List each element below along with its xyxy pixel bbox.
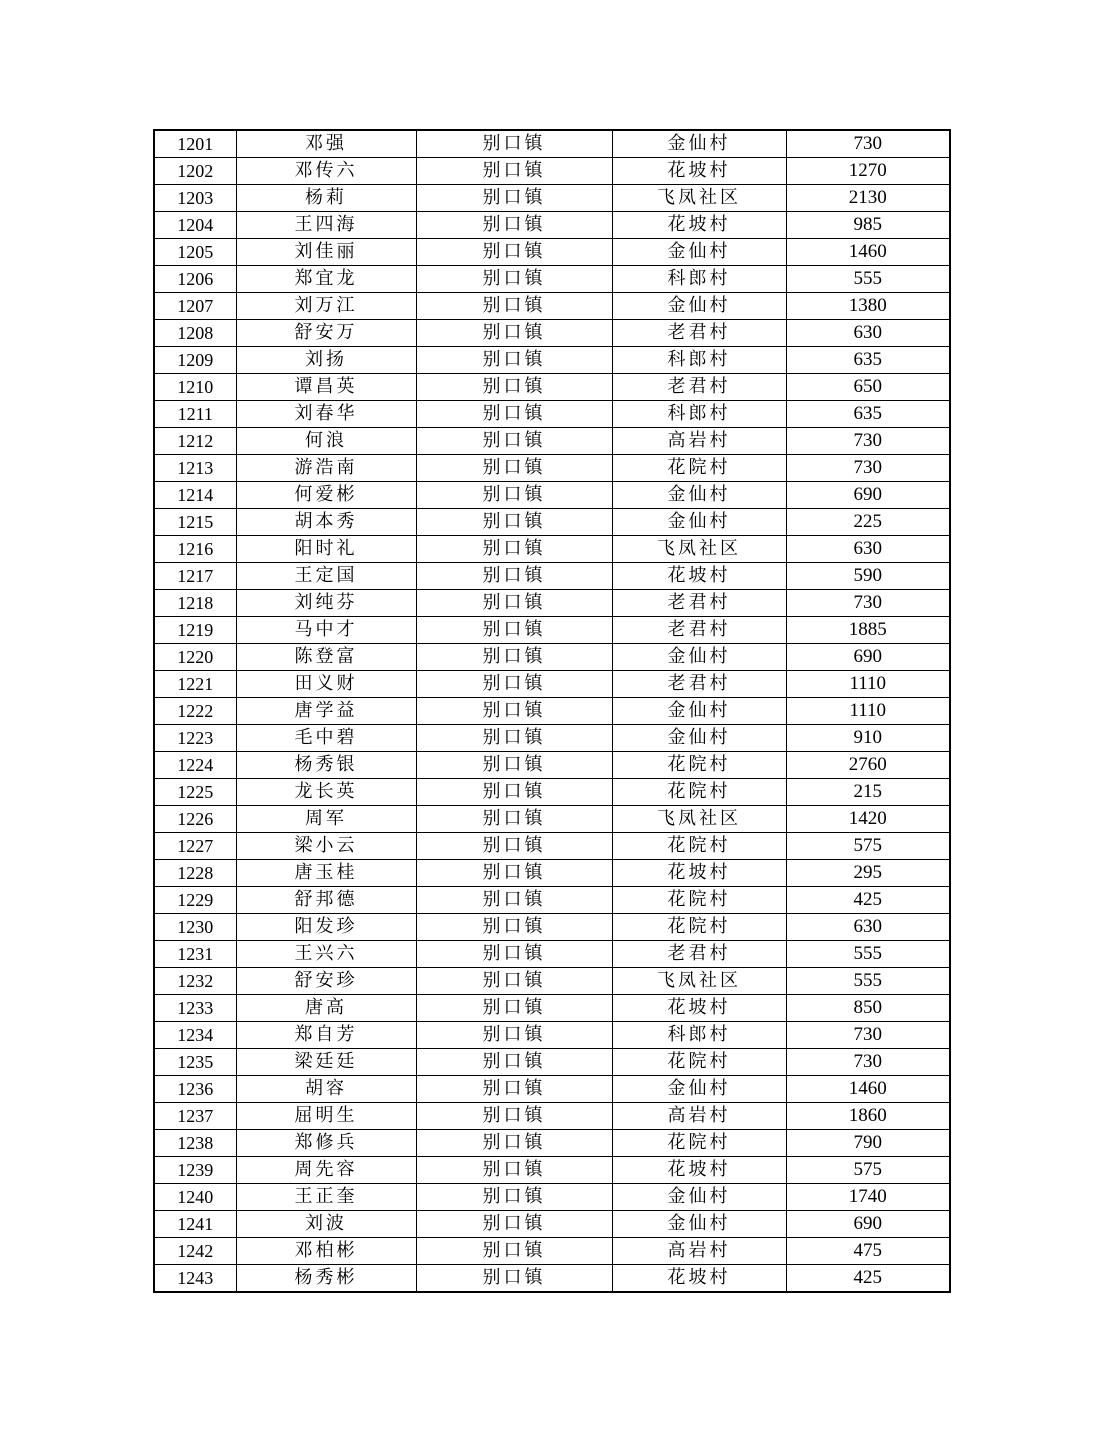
- name-cell: 龙长英: [236, 779, 416, 806]
- table-row: [154, 374, 950, 401]
- village-cell: 高岩村: [612, 1103, 786, 1130]
- village-cell: 花坡村: [612, 860, 786, 887]
- table-row: [154, 1238, 950, 1265]
- serial-number-cell: 1220: [154, 644, 236, 671]
- town-cell: 别口镇: [416, 428, 612, 455]
- table-row: [154, 914, 950, 941]
- amount-cell: 1885: [786, 617, 950, 644]
- amount-cell: 575: [786, 1157, 950, 1184]
- name-cell: 田义财: [236, 671, 416, 698]
- amount-cell: 630: [786, 320, 950, 347]
- village-cell: 金仙村: [612, 1076, 786, 1103]
- amount-cell: 730: [786, 590, 950, 617]
- town-cell: 别口镇: [416, 644, 612, 671]
- serial-number-cell: 1225: [154, 779, 236, 806]
- town-cell: 别口镇: [416, 185, 612, 212]
- table-row: [154, 590, 950, 617]
- village-cell: 飞凤社区: [612, 185, 786, 212]
- table-row: [154, 185, 950, 212]
- amount-cell: 635: [786, 401, 950, 428]
- amount-cell: 475: [786, 1238, 950, 1265]
- village-cell: 金仙村: [612, 482, 786, 509]
- town-cell: 别口镇: [416, 293, 612, 320]
- name-cell: 唐玉桂: [236, 860, 416, 887]
- town-cell: 别口镇: [416, 725, 612, 752]
- town-cell: 别口镇: [416, 995, 612, 1022]
- amount-cell: 790: [786, 1130, 950, 1157]
- amount-cell: 555: [786, 968, 950, 995]
- village-cell: 花院村: [612, 779, 786, 806]
- town-cell: 别口镇: [416, 1211, 612, 1238]
- table-row: [154, 995, 950, 1022]
- serial-number-cell: 1210: [154, 374, 236, 401]
- town-cell: 别口镇: [416, 563, 612, 590]
- name-cell: 唐学益: [236, 698, 416, 725]
- serial-number-cell: 1213: [154, 455, 236, 482]
- amount-cell: 555: [786, 941, 950, 968]
- village-cell: 科郎村: [612, 266, 786, 293]
- name-cell: 刘春华: [236, 401, 416, 428]
- name-cell: 舒安万: [236, 320, 416, 347]
- table-row: [154, 779, 950, 806]
- amount-cell: 730: [786, 428, 950, 455]
- serial-number-cell: 1222: [154, 698, 236, 725]
- town-cell: 别口镇: [416, 482, 612, 509]
- village-cell: 金仙村: [612, 698, 786, 725]
- town-cell: 别口镇: [416, 914, 612, 941]
- amount-cell: 850: [786, 995, 950, 1022]
- table-row: [154, 1130, 950, 1157]
- serial-number-cell: 1231: [154, 941, 236, 968]
- town-cell: 别口镇: [416, 509, 612, 536]
- serial-number-cell: 1229: [154, 887, 236, 914]
- table-row: [154, 806, 950, 833]
- name-cell: 周先容: [236, 1157, 416, 1184]
- serial-number-cell: 1206: [154, 266, 236, 293]
- table-row: [154, 1265, 950, 1293]
- serial-number-cell: 1241: [154, 1211, 236, 1238]
- town-cell: 别口镇: [416, 212, 612, 239]
- name-cell: 游浩南: [236, 455, 416, 482]
- town-cell: 别口镇: [416, 752, 612, 779]
- serial-number-cell: 1228: [154, 860, 236, 887]
- table-row: [154, 239, 950, 266]
- name-cell: 邓强: [236, 130, 416, 158]
- serial-number-cell: 1233: [154, 995, 236, 1022]
- name-cell: 胡本秀: [236, 509, 416, 536]
- name-cell: 刘纯芬: [236, 590, 416, 617]
- name-cell: 阳发珍: [236, 914, 416, 941]
- amount-cell: 985: [786, 212, 950, 239]
- serial-number-cell: 1204: [154, 212, 236, 239]
- serial-number-cell: 1224: [154, 752, 236, 779]
- name-cell: 阳时礼: [236, 536, 416, 563]
- amount-cell: 730: [786, 1022, 950, 1049]
- village-cell: 老君村: [612, 941, 786, 968]
- serial-number-cell: 1242: [154, 1238, 236, 1265]
- name-cell: 毛中碧: [236, 725, 416, 752]
- amount-cell: 1110: [786, 671, 950, 698]
- village-cell: 金仙村: [612, 509, 786, 536]
- town-cell: 别口镇: [416, 833, 612, 860]
- table-row: [154, 671, 950, 698]
- amount-cell: 630: [786, 536, 950, 563]
- town-cell: 别口镇: [416, 968, 612, 995]
- table-row: [154, 401, 950, 428]
- name-cell: 刘万江: [236, 293, 416, 320]
- village-cell: 花坡村: [612, 563, 786, 590]
- table-row: [154, 617, 950, 644]
- serial-number-cell: 1232: [154, 968, 236, 995]
- town-cell: 别口镇: [416, 806, 612, 833]
- serial-number-cell: 1219: [154, 617, 236, 644]
- table-row: [154, 860, 950, 887]
- town-cell: 别口镇: [416, 239, 612, 266]
- village-cell: 花院村: [612, 455, 786, 482]
- name-cell: 郑修兵: [236, 1130, 416, 1157]
- town-cell: 别口镇: [416, 1238, 612, 1265]
- name-cell: 梁廷廷: [236, 1049, 416, 1076]
- village-cell: 科郎村: [612, 1022, 786, 1049]
- amount-cell: 2760: [786, 752, 950, 779]
- serial-number-cell: 1209: [154, 347, 236, 374]
- amount-cell: 1270: [786, 158, 950, 185]
- town-cell: 别口镇: [416, 860, 612, 887]
- name-cell: 胡容: [236, 1076, 416, 1103]
- table-row: [154, 644, 950, 671]
- name-cell: 王四海: [236, 212, 416, 239]
- amount-cell: 1460: [786, 1076, 950, 1103]
- serial-number-cell: 1221: [154, 671, 236, 698]
- table-row: [154, 725, 950, 752]
- serial-number-cell: 1223: [154, 725, 236, 752]
- name-cell: 何浪: [236, 428, 416, 455]
- amount-cell: 1860: [786, 1103, 950, 1130]
- name-cell: 马中才: [236, 617, 416, 644]
- serial-number-cell: 1218: [154, 590, 236, 617]
- village-cell: 飞凤社区: [612, 968, 786, 995]
- serial-number-cell: 1230: [154, 914, 236, 941]
- town-cell: 别口镇: [416, 1184, 612, 1211]
- name-cell: 陈登富: [236, 644, 416, 671]
- serial-number-cell: 1211: [154, 401, 236, 428]
- name-cell: 舒邦德: [236, 887, 416, 914]
- village-cell: 花坡村: [612, 1157, 786, 1184]
- amount-cell: 425: [786, 1265, 950, 1293]
- amount-cell: 650: [786, 374, 950, 401]
- name-cell: 谭昌英: [236, 374, 416, 401]
- name-cell: 邓传六: [236, 158, 416, 185]
- table-row: [154, 698, 950, 725]
- town-cell: 别口镇: [416, 1130, 612, 1157]
- town-cell: 别口镇: [416, 941, 612, 968]
- amount-cell: 295: [786, 860, 950, 887]
- serial-number-cell: 1216: [154, 536, 236, 563]
- table-row: [154, 1022, 950, 1049]
- amount-cell: 1420: [786, 806, 950, 833]
- name-cell: 屈明生: [236, 1103, 416, 1130]
- name-cell: 杨莉: [236, 185, 416, 212]
- amount-cell: 1740: [786, 1184, 950, 1211]
- serial-number-cell: 1202: [154, 158, 236, 185]
- table-row: [154, 1211, 950, 1238]
- village-cell: 飞凤社区: [612, 536, 786, 563]
- village-cell: 花坡村: [612, 995, 786, 1022]
- serial-number-cell: 1238: [154, 1130, 236, 1157]
- table-row: [154, 968, 950, 995]
- town-cell: 别口镇: [416, 779, 612, 806]
- name-cell: 唐高: [236, 995, 416, 1022]
- amount-cell: 225: [786, 509, 950, 536]
- village-cell: 老君村: [612, 320, 786, 347]
- name-cell: 杨秀彬: [236, 1265, 416, 1293]
- table-row: [154, 428, 950, 455]
- name-cell: 郑自芳: [236, 1022, 416, 1049]
- village-cell: 花院村: [612, 914, 786, 941]
- amount-cell: 910: [786, 725, 950, 752]
- village-cell: 科郎村: [612, 347, 786, 374]
- name-cell: 王正奎: [236, 1184, 416, 1211]
- village-cell: 金仙村: [612, 293, 786, 320]
- town-cell: 别口镇: [416, 671, 612, 698]
- village-cell: 花院村: [612, 887, 786, 914]
- records-table-body: [154, 130, 950, 1292]
- amount-cell: 555: [786, 266, 950, 293]
- village-cell: 金仙村: [612, 725, 786, 752]
- name-cell: 刘佳丽: [236, 239, 416, 266]
- table-row: [154, 130, 950, 158]
- town-cell: 别口镇: [416, 1157, 612, 1184]
- table-row: [154, 1049, 950, 1076]
- table-row: [154, 212, 950, 239]
- village-cell: 花院村: [612, 1130, 786, 1157]
- name-cell: 周军: [236, 806, 416, 833]
- table-row: [154, 266, 950, 293]
- amount-cell: 425: [786, 887, 950, 914]
- serial-number-cell: 1217: [154, 563, 236, 590]
- table-row: [154, 158, 950, 185]
- serial-number-cell: 1243: [154, 1265, 236, 1293]
- amount-cell: 730: [786, 1049, 950, 1076]
- amount-cell: 1110: [786, 698, 950, 725]
- serial-number-cell: 1212: [154, 428, 236, 455]
- town-cell: 别口镇: [416, 374, 612, 401]
- serial-number-cell: 1203: [154, 185, 236, 212]
- serial-number-cell: 1234: [154, 1022, 236, 1049]
- town-cell: 别口镇: [416, 455, 612, 482]
- table-row: [154, 347, 950, 374]
- name-cell: 刘扬: [236, 347, 416, 374]
- village-cell: 花院村: [612, 1049, 786, 1076]
- serial-number-cell: 1201: [154, 130, 236, 158]
- table-row: [154, 293, 950, 320]
- village-cell: 金仙村: [612, 1211, 786, 1238]
- amount-cell: 575: [786, 833, 950, 860]
- town-cell: 别口镇: [416, 401, 612, 428]
- amount-cell: 1460: [786, 239, 950, 266]
- serial-number-cell: 1205: [154, 239, 236, 266]
- table-row: [154, 320, 950, 347]
- village-cell: 花坡村: [612, 158, 786, 185]
- name-cell: 邓柏彬: [236, 1238, 416, 1265]
- town-cell: 别口镇: [416, 1049, 612, 1076]
- town-cell: 别口镇: [416, 698, 612, 725]
- serial-number-cell: 1207: [154, 293, 236, 320]
- table-row: [154, 563, 950, 590]
- serial-number-cell: 1215: [154, 509, 236, 536]
- serial-number-cell: 1236: [154, 1076, 236, 1103]
- village-cell: 花坡村: [612, 212, 786, 239]
- table-row: [154, 1184, 950, 1211]
- name-cell: 王兴六: [236, 941, 416, 968]
- serial-number-cell: 1239: [154, 1157, 236, 1184]
- serial-number-cell: 1227: [154, 833, 236, 860]
- village-cell: 金仙村: [612, 239, 786, 266]
- village-cell: 花院村: [612, 752, 786, 779]
- amount-cell: 730: [786, 455, 950, 482]
- table-row: [154, 752, 950, 779]
- serial-number-cell: 1214: [154, 482, 236, 509]
- village-cell: 老君村: [612, 671, 786, 698]
- village-cell: 金仙村: [612, 130, 786, 158]
- town-cell: 别口镇: [416, 1022, 612, 1049]
- town-cell: 别口镇: [416, 347, 612, 374]
- table-row: [154, 455, 950, 482]
- town-cell: 别口镇: [416, 266, 612, 293]
- serial-number-cell: 1240: [154, 1184, 236, 1211]
- amount-cell: 690: [786, 1211, 950, 1238]
- town-cell: 别口镇: [416, 158, 612, 185]
- town-cell: 别口镇: [416, 536, 612, 563]
- town-cell: 别口镇: [416, 320, 612, 347]
- town-cell: 别口镇: [416, 590, 612, 617]
- name-cell: 何爱彬: [236, 482, 416, 509]
- amount-cell: 1380: [786, 293, 950, 320]
- table-row: [154, 509, 950, 536]
- amount-cell: 590: [786, 563, 950, 590]
- table-row: [154, 1103, 950, 1130]
- name-cell: 杨秀银: [236, 752, 416, 779]
- serial-number-cell: 1237: [154, 1103, 236, 1130]
- village-cell: 高岩村: [612, 428, 786, 455]
- village-cell: 科郎村: [612, 401, 786, 428]
- village-cell: 金仙村: [612, 1184, 786, 1211]
- amount-cell: 690: [786, 482, 950, 509]
- village-cell: 老君村: [612, 374, 786, 401]
- amount-cell: 215: [786, 779, 950, 806]
- table-row: [154, 887, 950, 914]
- table-row: [154, 941, 950, 968]
- town-cell: 别口镇: [416, 1265, 612, 1293]
- table-row: [154, 536, 950, 563]
- village-cell: 花院村: [612, 833, 786, 860]
- serial-number-cell: 1226: [154, 806, 236, 833]
- name-cell: 刘波: [236, 1211, 416, 1238]
- town-cell: 别口镇: [416, 1103, 612, 1130]
- serial-number-cell: 1235: [154, 1049, 236, 1076]
- name-cell: 舒安珍: [236, 968, 416, 995]
- table-row: [154, 1076, 950, 1103]
- town-cell: 别口镇: [416, 617, 612, 644]
- amount-cell: 630: [786, 914, 950, 941]
- village-cell: 花坡村: [612, 1265, 786, 1293]
- village-cell: 老君村: [612, 590, 786, 617]
- amount-cell: 690: [786, 644, 950, 671]
- records-table: [153, 129, 951, 1293]
- table-row: [154, 482, 950, 509]
- amount-cell: 730: [786, 130, 950, 158]
- village-cell: 高岩村: [612, 1238, 786, 1265]
- village-cell: 老君村: [612, 617, 786, 644]
- table-row: [154, 833, 950, 860]
- village-cell: 飞凤社区: [612, 806, 786, 833]
- serial-number-cell: 1208: [154, 320, 236, 347]
- village-cell: 金仙村: [612, 644, 786, 671]
- table-row: [154, 1157, 950, 1184]
- name-cell: 郑宜龙: [236, 266, 416, 293]
- amount-cell: 2130: [786, 185, 950, 212]
- name-cell: 梁小云: [236, 833, 416, 860]
- town-cell: 别口镇: [416, 887, 612, 914]
- town-cell: 别口镇: [416, 1076, 612, 1103]
- amount-cell: 635: [786, 347, 950, 374]
- name-cell: 王定国: [236, 563, 416, 590]
- town-cell: 别口镇: [416, 130, 612, 158]
